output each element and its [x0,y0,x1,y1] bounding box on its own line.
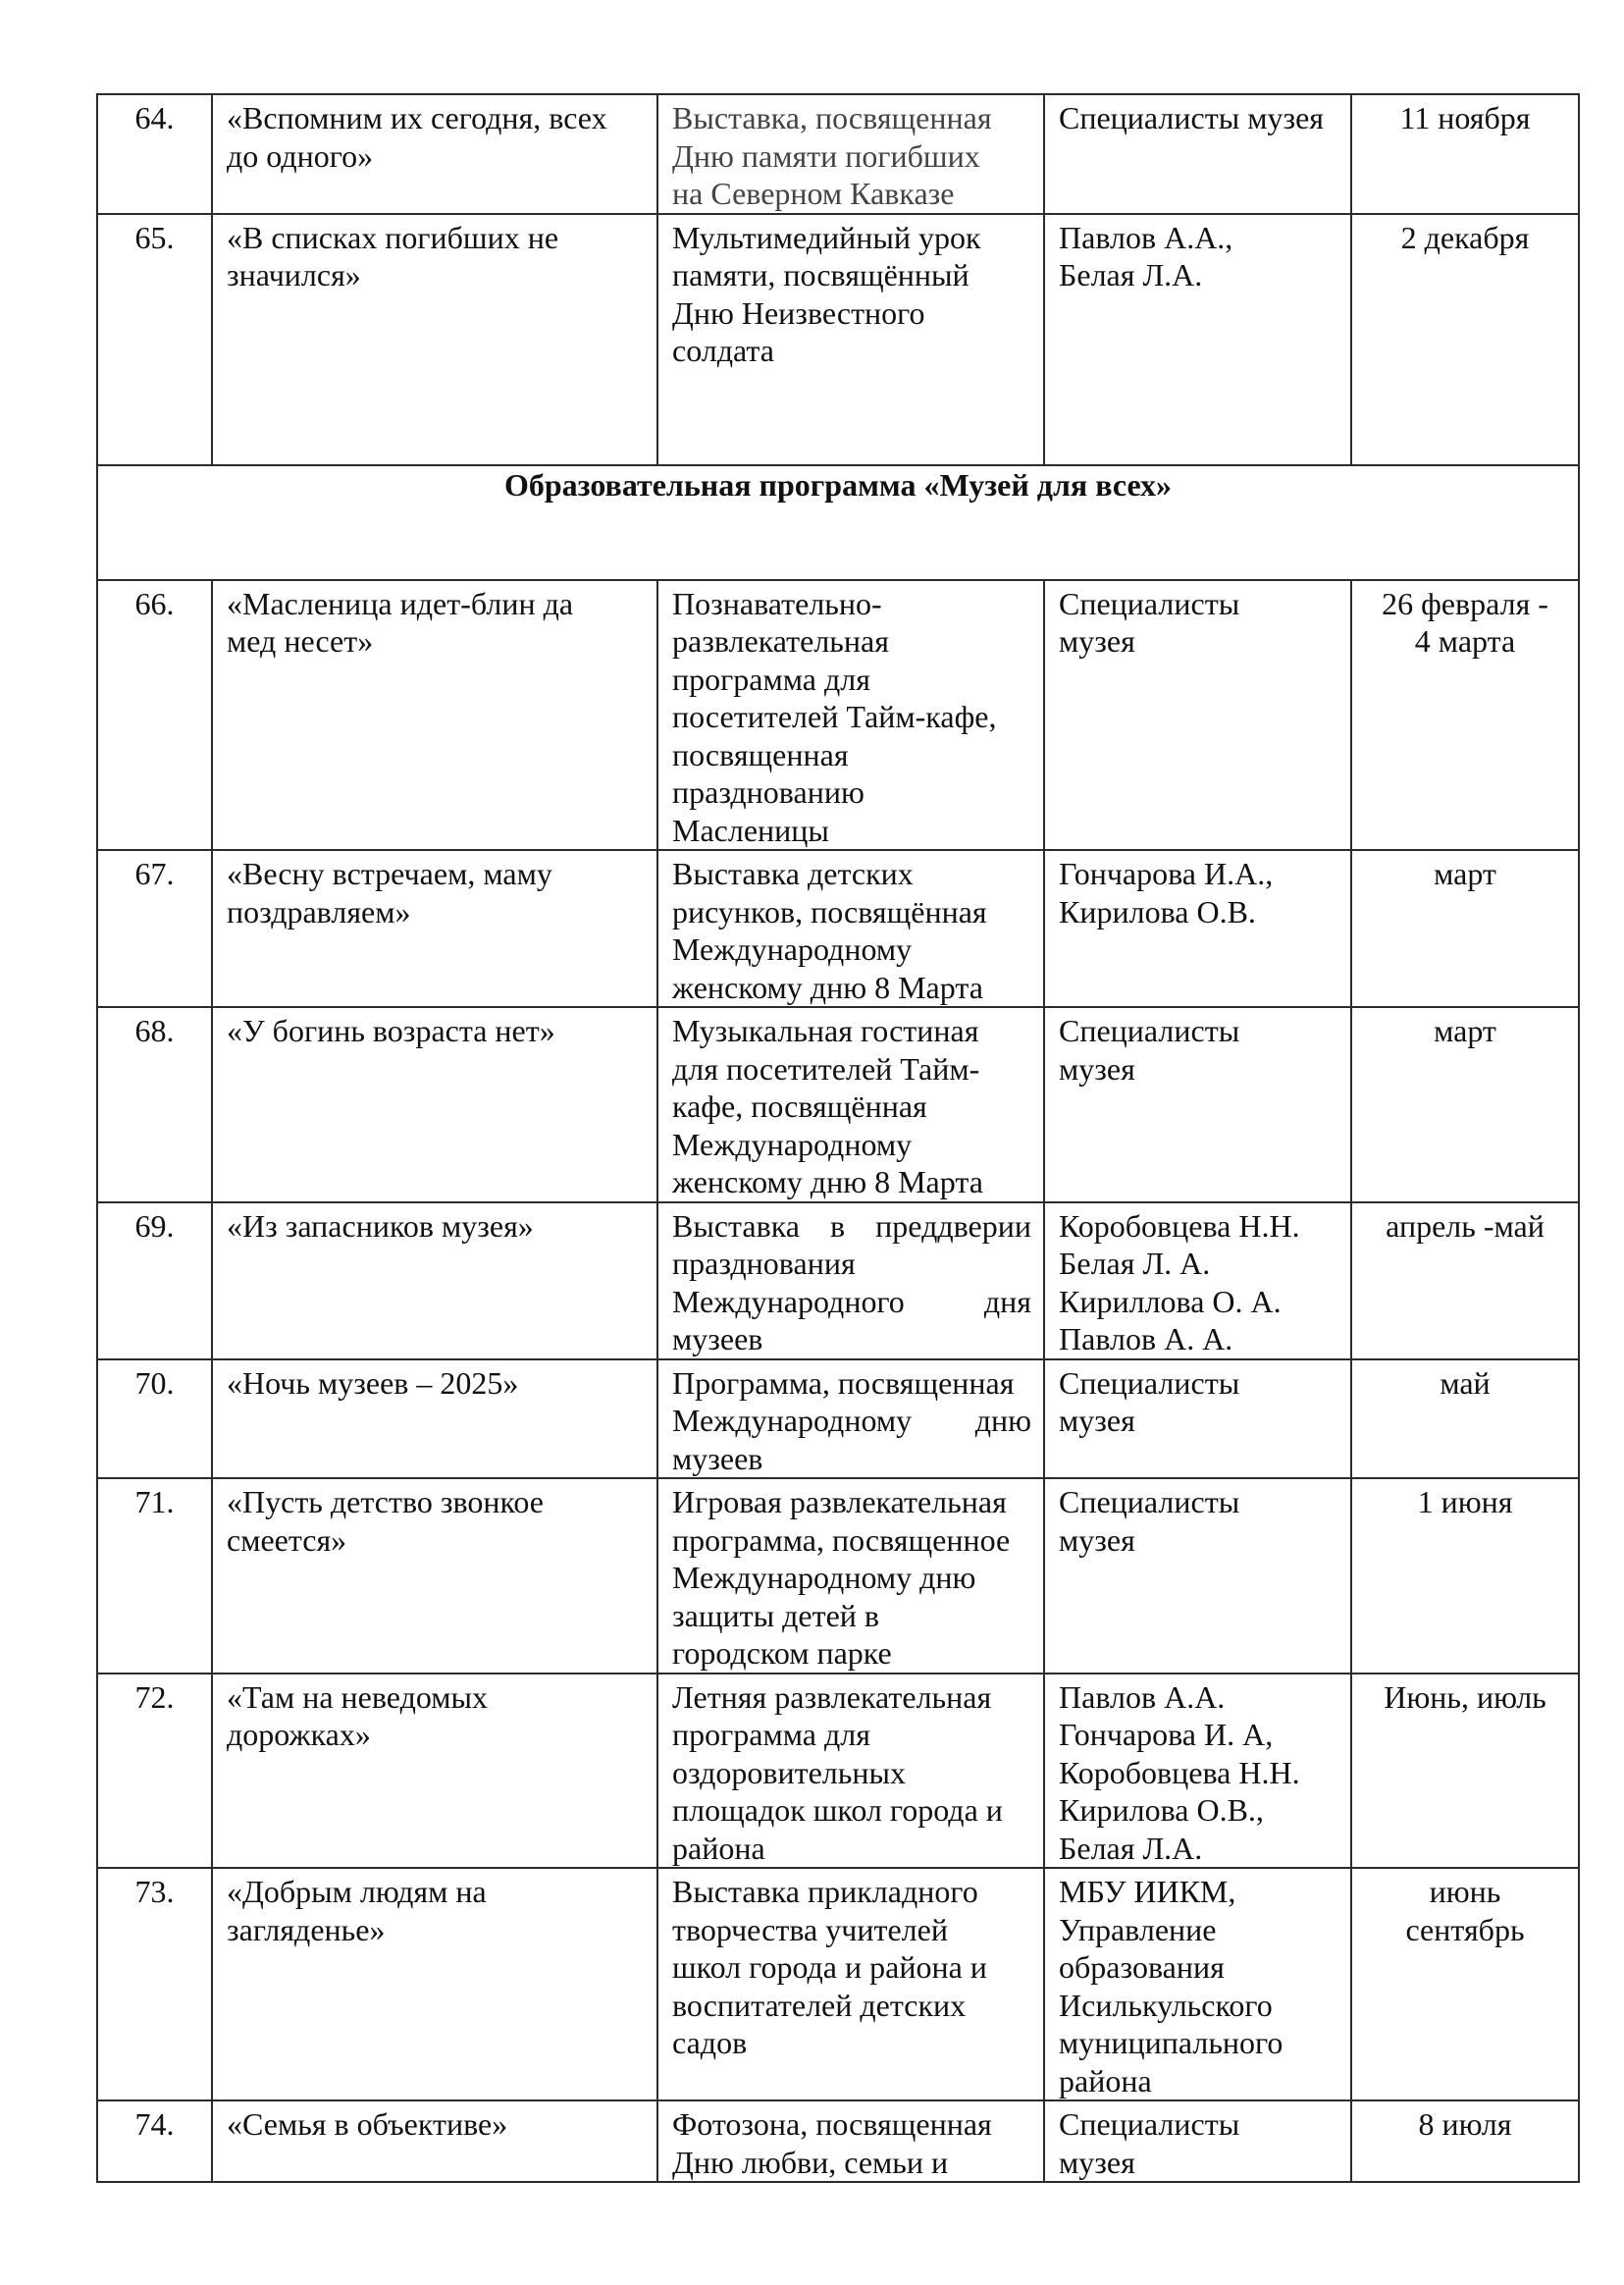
event-title [212,214,657,465]
event-date-line: сентябрь [1405,1911,1525,1947]
event-title-line: «Из запасников музея» [227,1207,534,1244]
event-form-line: Музыкальная гостиная [672,1013,979,1048]
event-date-line: март [1434,856,1496,891]
event-form-line: Дню памяти погибших [672,137,980,174]
event-title-line: «Масленица идет-блин да [227,585,574,621]
event-form-line: на Северном Кавказе [672,176,955,211]
event-form-line: Международному дню [672,1403,1031,1438]
event-form-line: Дню Неизвестного [672,294,925,331]
event-form-line: для посетителей Тайм- [672,1050,980,1087]
event-date [1351,850,1579,1007]
row-number: 72. [97,1674,212,1869]
responsible-line: Кирилова О.В. [1059,893,1256,930]
table-row [97,1868,1579,2100]
event-title-line: поздравляем» [227,893,411,930]
event-form-line: Выставка в преддверии [672,1207,1031,1244]
row-number: 69. [97,1202,212,1359]
responsible-line: Специалисты [1059,1013,1240,1048]
event-form-line: посетителей Тайм-кафе, [672,699,997,734]
event-form-line: женскому дню 8 Марта [672,1164,983,1199]
event-title [212,850,657,1007]
event-form-line: памяти, посвящённый [672,257,969,292]
event-title [212,94,657,214]
event-date-line: 4 марта [1414,623,1516,659]
event-form-line: Летняя развлекательная [672,1678,992,1715]
responsible-line: Белая Л.А. [1059,1830,1203,1866]
event-date-line: 26 февраля - [1382,585,1548,621]
row-number: 71. [97,1478,212,1674]
event-title [212,1478,657,1674]
table-row [97,94,1579,214]
event-date-line: май [1440,1364,1491,1401]
responsible-line: образования [1059,1949,1225,1985]
event-form-line: развлекательная [672,623,889,659]
section-title: Образовательная программа «Музей для всех» [97,465,1579,580]
responsible-line: музея [1059,2144,1135,2180]
responsible-line: района [1059,2062,1152,2099]
event-title-line: «Пусть детство звонкое [227,1484,544,1519]
responsible-line: муниципального [1059,2025,1283,2060]
row-number: 73. [97,1868,212,2100]
event-form [657,1478,1044,1674]
responsible-line: Управление [1059,1911,1217,1947]
event-date-line: 8 июля [1418,2106,1512,2142]
responsible-line: Павлов А. А. [1059,1321,1233,1356]
event-form-line: Международного дня [672,1283,1031,1319]
event-form-line: солдата [672,333,774,368]
event-date-line: 2 декабря [1400,219,1530,255]
event-form-line: празднованию [672,774,864,810]
event-title-line: смеется» [227,1521,347,1558]
responsible [1044,1674,1351,1869]
event-form [657,1202,1044,1359]
responsible-line: Кириллова О. А. [1059,1283,1282,1319]
event-date-line: 11 ноября [1399,100,1531,135]
row-number: 74. [97,2100,212,2182]
event-form-line: Выставка детских [672,856,914,891]
responsible [1044,1478,1351,1674]
row-number: 65. [97,214,212,465]
event-form [657,214,1044,465]
event-title [212,2100,657,2182]
table-row [97,214,1579,465]
event-date [1351,1202,1579,1359]
responsible-line: Исилькульского [1059,1987,1273,2023]
event-form-line: Игровая развлекательная [672,1484,1007,1519]
table-row [97,850,1579,1007]
event-form-line: творчества учителей [672,1911,948,1947]
event-title [212,1868,657,2100]
event-title [212,580,657,851]
event-title-line: дорожках» [227,1717,371,1752]
event-form-line: празднования [672,1246,856,1281]
event-form [657,1359,1044,1479]
event-form-line: программа для [672,1717,870,1752]
responsible-line: Коробовцева Н.Н. [1059,1754,1300,1790]
responsible [1044,1007,1351,1202]
event-date [1351,580,1579,851]
event-title-line: «Добрым людям на [227,1874,487,1909]
event-form-line: программа для [672,661,870,697]
event-date [1351,2100,1579,2182]
event-title-line: мед несет» [227,623,374,659]
table-row [97,2100,1579,2182]
event-form [657,1674,1044,1869]
event-form-line: школ города и района и [672,1949,987,1985]
responsible [1044,94,1351,214]
event-title-line: «У богинь возраста нет» [227,1013,555,1048]
responsible-line: музея [1059,1403,1135,1438]
event-form [657,580,1044,851]
row-number: 66. [97,580,212,851]
event-form [657,94,1044,214]
event-title-line: «Там на неведомых [227,1678,488,1715]
event-form-line: Масленицы [672,812,829,848]
responsible-line: Павлов А.А., [1059,219,1233,255]
event-form-line: площадок школ города и [672,1792,1003,1828]
event-form-line: района [672,1830,765,1866]
event-form-line: садов [672,2025,748,2060]
responsible [1044,1868,1351,2100]
responsible [1044,850,1351,1007]
event-form-line: женскому дню 8 Марта [672,969,983,1005]
event-date-line: Июнь, июль [1384,1678,1546,1715]
event-title [212,1359,657,1479]
event-title [212,1674,657,1869]
responsible-line: Специалисты музея [1059,100,1324,135]
event-title [212,1202,657,1359]
event-form-line: оздоровительных [672,1754,906,1790]
table-row [97,580,1579,851]
table-row [97,1007,1579,1202]
responsible-line: Кирилова О.В., [1059,1792,1264,1828]
event-date [1351,1478,1579,1674]
event-form-line: защиты детей в [672,1597,879,1633]
responsible-line: Белая Л.А. [1059,257,1203,292]
event-title-line: «Вспомним их сегодня, всех [227,100,607,135]
responsible-line: Специалисты [1059,2106,1240,2142]
event-form-line: воспитателей детских [672,1987,967,2023]
event-date [1351,1674,1579,1869]
table-row [97,1478,1579,1674]
responsible-line: музея [1059,1050,1135,1087]
responsible-line: Гончарова И.А., [1059,856,1274,891]
event-form-line: музеев [672,1321,763,1356]
responsible-line: Специалисты [1059,1364,1240,1401]
responsible [1044,2100,1351,2182]
responsible-line: МБУ ИИКМ, [1059,1874,1236,1909]
event-form-line: рисунков, посвящённая [672,893,987,930]
event-form-line: Международному [672,931,913,967]
event-title [212,1007,657,1202]
row-number: 67. [97,850,212,1007]
event-form-line: программа, посвященное [672,1521,1011,1558]
event-form-line: Международному [672,1126,913,1162]
responsible [1044,1202,1351,1359]
event-form-line: Фотозона, посвященная [672,2106,992,2142]
event-date-line: апрель -май [1386,1207,1545,1244]
event-form-line: Программа, посвященная [672,1364,1015,1401]
row-number: 70. [97,1359,212,1479]
responsible [1044,214,1351,465]
events-table [96,93,1580,2183]
event-date [1351,1007,1579,1202]
event-form-line: Выставка прикладного [672,1874,978,1909]
row-number: 68. [97,1007,212,1202]
responsible [1044,580,1351,851]
event-date [1351,1359,1579,1479]
table-row [97,1202,1579,1359]
event-date [1351,214,1579,465]
event-date [1351,1868,1579,2100]
event-form-line: Выставка, посвященная [672,100,992,135]
event-title-line: значился» [227,257,361,292]
responsible-line: Коробовцева Н.Н. [1059,1207,1300,1244]
event-form-line: Международному дню [672,1560,976,1595]
table-row [97,1674,1579,1869]
event-form [657,1868,1044,2100]
table-row [97,1359,1579,1479]
responsible-line: музея [1059,623,1135,659]
event-title-line: загляденье» [227,1911,386,1947]
events-table-body [97,94,1579,2182]
responsible-line: музея [1059,1521,1135,1558]
event-form-line: посвященная [672,736,849,772]
event-form-line: городском парке [672,1635,892,1671]
event-title-line: до одного» [227,137,374,174]
event-form-line: музеев [672,1440,763,1476]
event-form [657,2100,1044,2182]
event-date-line: март [1434,1013,1496,1048]
responsible-line: Белая Л. А. [1059,1246,1211,1281]
event-title-line: «Ночь музеев – 2025» [227,1364,519,1401]
event-form-line: Дню любви, семьи и [672,2144,949,2180]
responsible [1044,1359,1351,1479]
event-form-line: Познавательно- [672,585,882,621]
section-row [97,465,1579,580]
responsible-line: Гончарова И. А, [1059,1717,1274,1752]
event-date [1351,94,1579,214]
responsible-line: Павлов А.А. [1059,1678,1226,1715]
event-form-line: кафе, посвящённая [672,1089,927,1124]
responsible-line: Специалисты [1059,1484,1240,1519]
event-title-line: «В списках погибших не [227,219,559,255]
row-number: 64. [97,94,212,214]
event-title-line: «Весну встречаем, маму [227,856,552,891]
event-form-line: Мультимедийный урок [672,219,981,255]
event-form [657,850,1044,1007]
event-title-line: «Семья в объективе» [227,2106,508,2142]
responsible-line: Специалисты [1059,585,1240,621]
event-date-line: 1 июня [1417,1484,1513,1519]
event-date-line: июнь [1429,1874,1501,1909]
event-form [657,1007,1044,1202]
